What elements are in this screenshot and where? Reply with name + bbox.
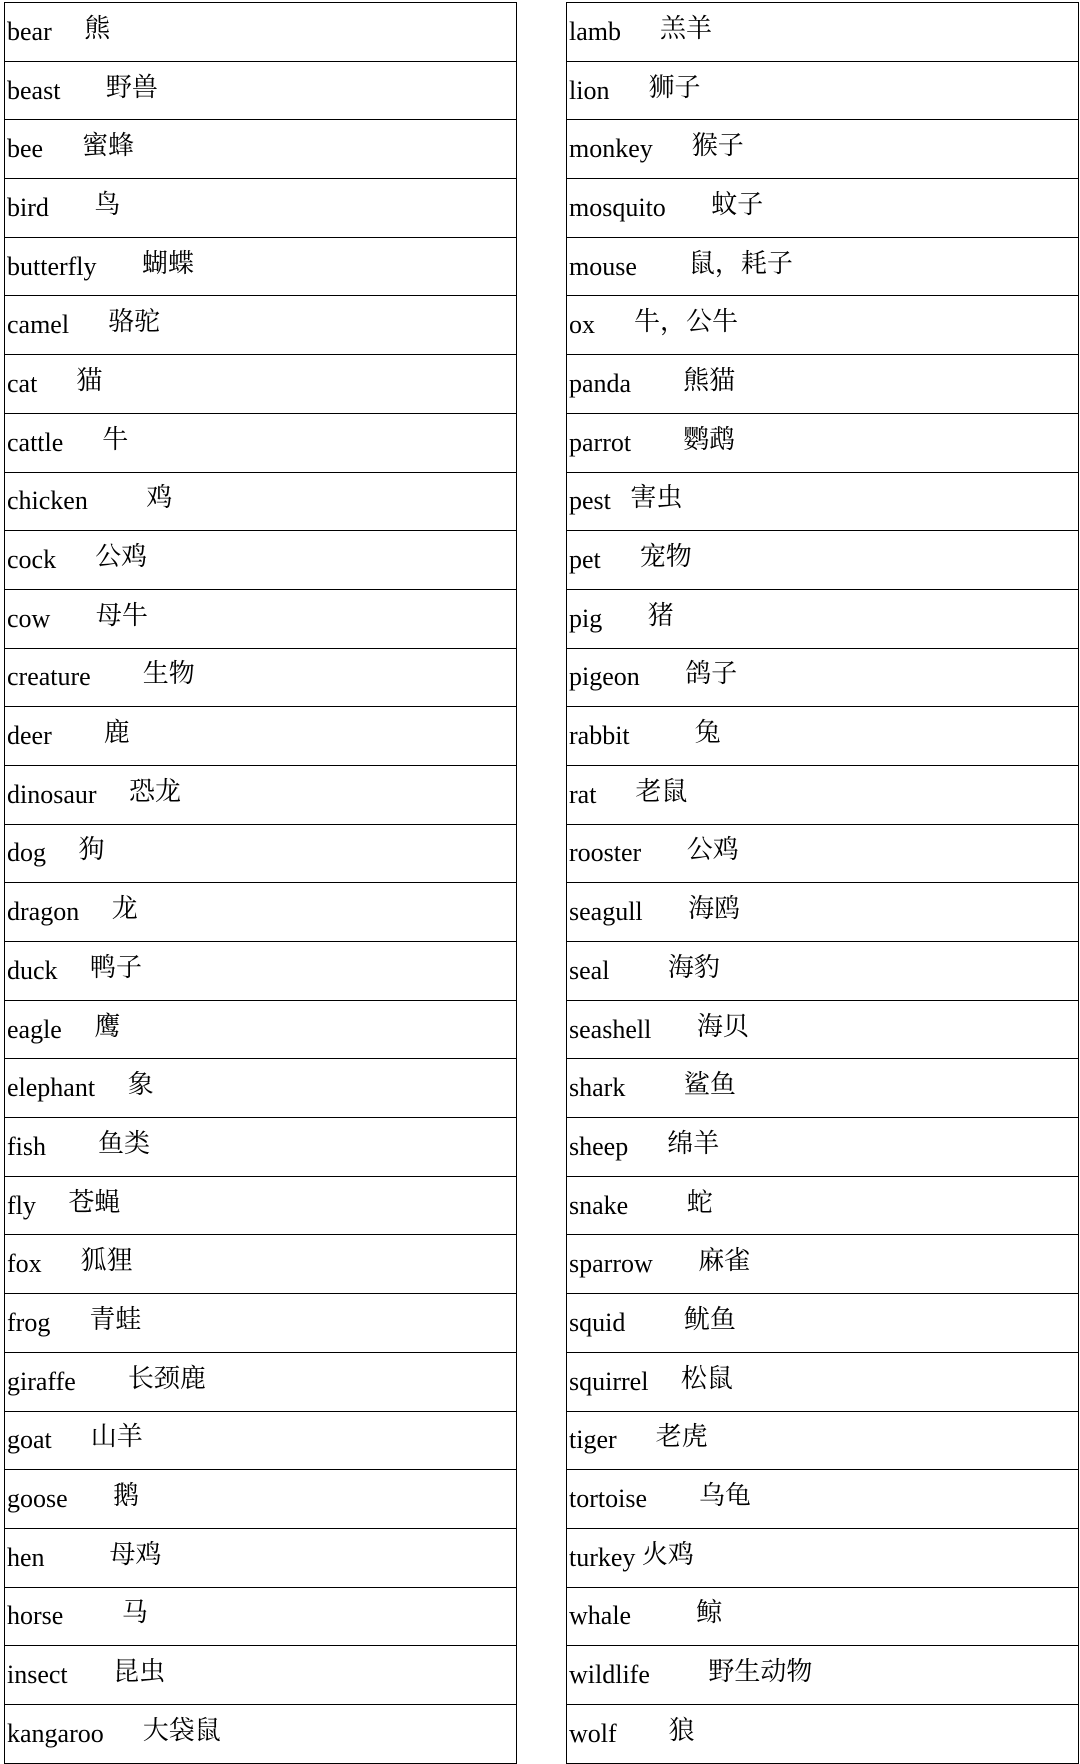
word-spacer xyxy=(647,1486,699,1512)
vocab-row xyxy=(567,1529,1078,1588)
english-word: lamb xyxy=(569,16,621,46)
vocab-row xyxy=(567,3,1078,62)
word-spacer xyxy=(46,1134,98,1160)
english-word: pet xyxy=(569,545,601,575)
chinese-translation: 龙 xyxy=(111,894,138,925)
chinese-translation: 鲨鱼 xyxy=(683,1070,736,1101)
vocab-row xyxy=(5,1412,516,1471)
english-word: whale xyxy=(569,1601,632,1631)
vocab-row xyxy=(567,1646,1078,1705)
english-word: chicken xyxy=(7,486,88,516)
chinese-translation: 兔 xyxy=(694,718,721,749)
vocab-row xyxy=(567,766,1078,825)
english-word: pig xyxy=(569,603,603,633)
word-spacer xyxy=(628,1193,687,1219)
chinese-translation: 蛇 xyxy=(686,1187,713,1218)
chinese-translation: 鹰 xyxy=(94,1011,121,1042)
english-word: deer xyxy=(7,721,52,751)
word-spacer xyxy=(60,78,106,104)
english-word: duck xyxy=(7,955,58,985)
english-word: pigeon xyxy=(569,662,640,692)
word-spacer xyxy=(37,371,76,397)
word-spacer xyxy=(628,1134,667,1160)
chinese-translation: 狼 xyxy=(668,1715,695,1746)
english-word: sheep xyxy=(569,1131,629,1161)
vocab-row xyxy=(567,1118,1078,1177)
chinese-translation: 苍蝇 xyxy=(68,1187,121,1218)
english-word: frog xyxy=(7,1307,51,1337)
word-spacer xyxy=(52,1427,91,1453)
english-word: elephant xyxy=(7,1073,96,1103)
english-word: eagle xyxy=(7,1014,62,1044)
vocab-row xyxy=(567,825,1078,884)
vocab-row xyxy=(567,238,1078,297)
english-word: creature xyxy=(7,662,91,692)
vocab-row xyxy=(567,1353,1078,1412)
word-spacer xyxy=(621,19,660,45)
vocab-row xyxy=(567,590,1078,649)
chinese-translation: 鸭子 xyxy=(90,952,143,983)
english-word: dinosaur xyxy=(7,779,97,809)
word-spacer xyxy=(602,606,648,632)
word-spacer xyxy=(88,488,147,514)
chinese-translation: 火鸡 xyxy=(641,1539,694,1570)
chinese-translation: 野兽 xyxy=(105,72,158,103)
word-spacer xyxy=(62,1017,95,1043)
word-spacer xyxy=(630,723,695,749)
word-spacer xyxy=(42,1251,81,1277)
word-spacer xyxy=(651,1017,697,1043)
chinese-translation: 鹿 xyxy=(103,718,130,749)
word-spacer xyxy=(45,1545,110,1571)
english-word: mouse xyxy=(569,251,637,281)
vocab-row xyxy=(5,473,516,532)
vocab-row xyxy=(5,1059,516,1118)
word-spacer xyxy=(52,19,85,45)
chinese-translation: 象 xyxy=(127,1070,154,1101)
word-spacer xyxy=(625,1310,684,1336)
vocab-row xyxy=(5,179,516,238)
vocab-row xyxy=(5,62,516,121)
vocab-row xyxy=(5,649,516,708)
vocab-table-right xyxy=(566,2,1079,1764)
vocab-row xyxy=(5,942,516,1001)
english-word: fish xyxy=(7,1131,46,1161)
english-word: seal xyxy=(569,955,610,985)
vocab-row xyxy=(5,707,516,766)
english-word: squirrel xyxy=(569,1366,649,1396)
word-spacer xyxy=(63,430,102,456)
word-spacer xyxy=(609,78,648,104)
vocab-row xyxy=(5,296,516,355)
vocab-row xyxy=(567,414,1078,473)
chinese-translation: 宠物 xyxy=(639,542,692,573)
vocab-row xyxy=(567,1705,1078,1764)
english-word: dog xyxy=(7,838,46,868)
vocab-row xyxy=(5,120,516,179)
word-spacer xyxy=(50,1310,89,1336)
chinese-translation: 海鸥 xyxy=(688,894,741,925)
chinese-translation: 蜜蜂 xyxy=(82,131,135,162)
word-spacer xyxy=(95,1075,128,1101)
vocab-row xyxy=(5,1529,516,1588)
word-spacer xyxy=(625,1075,684,1101)
chinese-translation: 乌龟 xyxy=(699,1481,752,1512)
vocab-row xyxy=(567,1001,1078,1060)
vocab-row xyxy=(5,590,516,649)
word-spacer xyxy=(79,899,112,925)
english-word: tortoise xyxy=(569,1484,647,1514)
chinese-translation: 狮子 xyxy=(648,72,701,103)
word-spacer xyxy=(97,254,143,280)
english-word: hen xyxy=(7,1542,45,1572)
chinese-translation: 海豹 xyxy=(667,952,720,983)
word-spacer xyxy=(63,1603,122,1629)
vocab-row xyxy=(567,1177,1078,1236)
vocab-row xyxy=(567,1470,1078,1529)
english-word: camel xyxy=(7,310,70,340)
chinese-translation: 狐狸 xyxy=(80,1246,133,1277)
chinese-translation: 骆驼 xyxy=(108,307,161,338)
english-word: tiger xyxy=(569,1425,617,1455)
word-spacer xyxy=(76,1369,128,1395)
english-word: bee xyxy=(7,134,44,164)
english-word: bear xyxy=(7,16,52,46)
vocab-row xyxy=(567,1412,1078,1471)
vocab-row xyxy=(567,1235,1078,1294)
vocab-table-left xyxy=(4,2,517,1764)
vocab-row xyxy=(567,1588,1078,1647)
word-spacer xyxy=(46,840,79,866)
vocab-row xyxy=(5,355,516,414)
vocab-row xyxy=(567,296,1078,355)
vocab-row xyxy=(5,1705,516,1764)
word-spacer xyxy=(653,1251,699,1277)
english-word: goose xyxy=(7,1484,68,1514)
chinese-translation: 青蛙 xyxy=(89,1304,142,1335)
chinese-translation: 鱼类 xyxy=(98,1128,151,1159)
vocab-row xyxy=(567,942,1078,1001)
vocab-row xyxy=(567,62,1078,121)
word-spacer xyxy=(49,195,95,221)
vocab-row xyxy=(567,473,1078,532)
word-spacer xyxy=(650,1662,709,1688)
word-spacer xyxy=(56,547,95,573)
word-spacer xyxy=(631,1603,696,1629)
chinese-translation: 蚊子 xyxy=(711,189,764,220)
chinese-translation: 蝴蝶 xyxy=(142,248,195,279)
chinese-translation: 鸡 xyxy=(146,483,173,514)
english-word: mosquito xyxy=(569,192,666,222)
chinese-translation: 鸟 xyxy=(94,189,121,220)
english-word: cat xyxy=(7,368,38,398)
chinese-translation: 长颈鹿 xyxy=(127,1363,206,1394)
word-spacer xyxy=(631,430,683,456)
vocab-row xyxy=(567,355,1078,414)
word-spacer xyxy=(97,782,130,808)
word-spacer xyxy=(50,606,96,632)
vocab-row xyxy=(567,179,1078,238)
english-word: sparrow xyxy=(569,1249,653,1279)
word-spacer xyxy=(643,899,689,925)
vocab-row xyxy=(5,1001,516,1060)
chinese-translation: 大袋鼠 xyxy=(142,1715,221,1746)
english-word: rooster xyxy=(569,838,642,868)
chinese-translation: 熊 xyxy=(84,13,111,44)
chinese-translation: 牛 xyxy=(102,424,129,455)
english-word: seashell xyxy=(569,1014,652,1044)
word-spacer xyxy=(601,547,640,573)
english-word: butterfly xyxy=(7,251,97,281)
english-word: lion xyxy=(569,75,610,105)
english-word: giraffe xyxy=(7,1366,76,1396)
vocab-row xyxy=(5,1118,516,1177)
english-word: snake xyxy=(569,1190,629,1220)
word-spacer xyxy=(68,1486,114,1512)
vocab-row xyxy=(5,1235,516,1294)
english-word: bird xyxy=(7,192,49,222)
english-word: seagull xyxy=(569,897,643,927)
vocab-row xyxy=(5,238,516,297)
chinese-translation: 生物 xyxy=(142,659,195,690)
chinese-translation: 昆虫 xyxy=(113,1657,166,1688)
chinese-translation: 恐龙 xyxy=(129,776,182,807)
chinese-translation: 松鼠 xyxy=(680,1363,733,1394)
chinese-translation: 害虫 xyxy=(630,483,683,514)
word-spacer xyxy=(611,488,631,514)
chinese-translation: 鱿鱼 xyxy=(683,1304,736,1335)
word-spacer xyxy=(637,254,689,280)
english-word: ox xyxy=(569,310,595,340)
chinese-translation: 鼠，耗子 xyxy=(688,248,793,279)
word-spacer xyxy=(91,664,143,690)
word-spacer xyxy=(43,136,82,162)
vocab-row xyxy=(5,1588,516,1647)
vocab-row xyxy=(5,414,516,473)
chinese-translation: 鹅 xyxy=(113,1481,140,1512)
word-spacer xyxy=(36,1193,69,1219)
word-spacer xyxy=(631,371,683,397)
word-spacer xyxy=(648,1369,681,1395)
chinese-translation: 野生动物 xyxy=(708,1657,813,1688)
chinese-translation: 鹦鹉 xyxy=(683,424,736,455)
vocab-row xyxy=(5,1646,516,1705)
chinese-translation: 牛，公牛 xyxy=(634,307,739,338)
chinese-translation: 羔羊 xyxy=(660,13,713,44)
english-word: fox xyxy=(7,1249,42,1279)
english-word: shark xyxy=(569,1073,626,1103)
english-word: rat xyxy=(569,779,597,809)
vocab-row xyxy=(567,883,1078,942)
english-word: insect xyxy=(7,1660,68,1690)
vocab-row xyxy=(567,120,1078,179)
chinese-translation: 麻雀 xyxy=(698,1246,751,1277)
word-spacer xyxy=(666,195,712,221)
vocab-row xyxy=(5,1177,516,1236)
word-spacer xyxy=(640,664,686,690)
chinese-translation: 母鸡 xyxy=(109,1539,162,1570)
chinese-translation: 熊猫 xyxy=(683,365,736,396)
chinese-translation: 母牛 xyxy=(95,600,148,631)
chinese-translation: 猫 xyxy=(76,365,103,396)
english-word: cattle xyxy=(7,427,64,457)
word-spacer xyxy=(596,782,635,808)
chinese-translation: 山羊 xyxy=(90,1422,143,1453)
word-spacer xyxy=(58,958,91,984)
word-spacer xyxy=(69,312,108,338)
chinese-translation: 老鼠 xyxy=(635,776,688,807)
word-spacer xyxy=(52,723,104,749)
english-word: fly xyxy=(7,1190,36,1220)
word-spacer xyxy=(617,1721,669,1747)
chinese-translation: 绵羊 xyxy=(667,1128,720,1159)
word-spacer xyxy=(653,136,692,162)
english-word: pest xyxy=(569,486,611,516)
word-spacer xyxy=(595,312,634,338)
chinese-translation: 猴子 xyxy=(691,131,744,162)
vocab-row xyxy=(5,531,516,590)
english-word: cock xyxy=(7,545,57,575)
word-spacer xyxy=(104,1721,143,1747)
chinese-translation: 老虎 xyxy=(655,1422,708,1453)
vocab-row xyxy=(5,766,516,825)
english-word: wolf xyxy=(569,1718,617,1748)
vocab-row xyxy=(5,883,516,942)
chinese-translation: 狗 xyxy=(78,835,105,866)
chinese-translation: 鸽子 xyxy=(685,659,738,690)
word-spacer xyxy=(617,1427,656,1453)
english-word: panda xyxy=(569,368,632,398)
word-spacer xyxy=(641,840,687,866)
english-word: turkey xyxy=(569,1542,636,1572)
vocab-row xyxy=(567,649,1078,708)
english-word: cow xyxy=(7,603,51,633)
chinese-translation: 公鸡 xyxy=(686,835,739,866)
english-word: rabbit xyxy=(569,721,630,751)
english-word: horse xyxy=(7,1601,64,1631)
english-word: squid xyxy=(569,1307,626,1337)
word-spacer xyxy=(68,1662,114,1688)
vocab-row xyxy=(5,3,516,62)
vocab-row xyxy=(5,1470,516,1529)
english-word: beast xyxy=(7,75,61,105)
english-word: kangaroo xyxy=(7,1718,104,1748)
vocab-row xyxy=(567,707,1078,766)
english-word: wildlife xyxy=(569,1660,650,1690)
vocab-row xyxy=(567,1059,1078,1118)
chinese-translation: 鲸 xyxy=(696,1598,723,1629)
chinese-translation: 海贝 xyxy=(696,1011,749,1042)
english-word: goat xyxy=(7,1425,52,1455)
english-word: parrot xyxy=(569,427,632,457)
word-spacer xyxy=(609,958,668,984)
chinese-translation: 公鸡 xyxy=(95,542,148,573)
chinese-translation: 猪 xyxy=(647,600,674,631)
vocab-row xyxy=(5,825,516,884)
english-word: monkey xyxy=(569,134,653,164)
chinese-translation: 马 xyxy=(121,1598,148,1629)
vocab-row xyxy=(567,531,1078,590)
english-word: dragon xyxy=(7,897,80,927)
vocab-row xyxy=(5,1294,516,1353)
vocab-row xyxy=(567,1294,1078,1353)
vocab-row xyxy=(5,1353,516,1412)
